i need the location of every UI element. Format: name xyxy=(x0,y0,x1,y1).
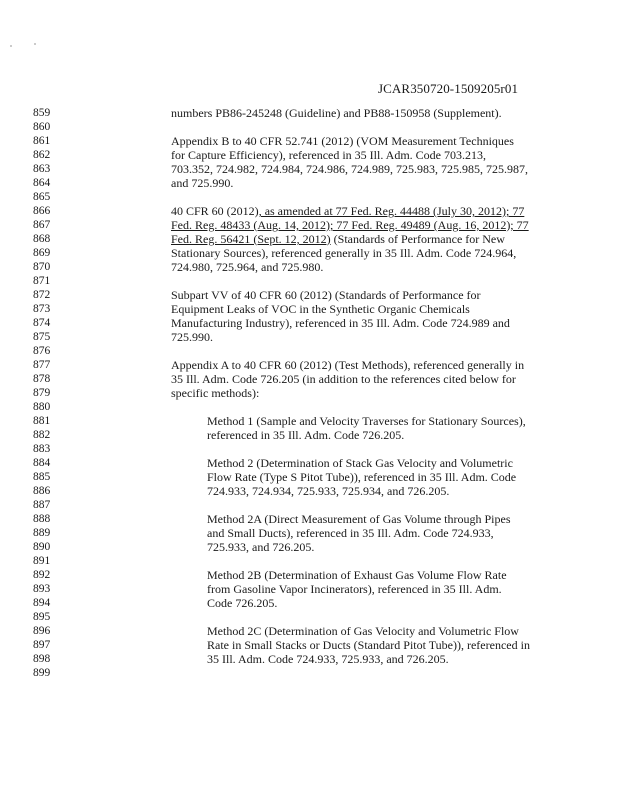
text-line: and 725.990. xyxy=(171,176,234,190)
method-line: Flow Rate (Type S Pitot Tube)), referenced in 35 Ill. Adm. Code xyxy=(207,470,517,484)
blank-line xyxy=(171,498,571,512)
text-line: 703.352, 724.982, 724.984, 724.986, 724.989, 725.983, 725.985, 725.987, xyxy=(171,162,528,176)
scan-specks xyxy=(10,43,50,49)
method-line: Method 2 (Determination of Stack Gas Velocity and Volumetric xyxy=(207,456,513,470)
line-number: 879 xyxy=(33,387,51,399)
method-line: 725.933, and 726.205. xyxy=(207,540,315,554)
line-number: 868 xyxy=(33,233,51,245)
line-number: 872 xyxy=(33,289,51,301)
line-number: 884 xyxy=(33,457,51,469)
text-line xyxy=(171,232,571,246)
line-number: 866 xyxy=(33,205,51,217)
text-line: Equipment Leaks of VOC in the Synthetic Organic Chemicals xyxy=(171,302,470,316)
method-line: and Small Ducts), referenced in 35 Ill. Adm. Code 724.933, xyxy=(207,526,494,540)
scan-speck xyxy=(10,45,12,47)
citation-text: 40 CFR 60 (2012) xyxy=(171,204,259,218)
method-line: 724.933, 724.934, 725.933, 725.934, and 726.205. xyxy=(207,484,450,498)
blank-line xyxy=(171,666,571,680)
text-line: Stationary Sources), referenced generally in 35 Ill. Adm. Code 724.964, xyxy=(171,246,517,260)
blank-line xyxy=(171,120,571,134)
text-line: numbers PB86-245248 (Guideline) and PB88-150958 (Supplement). xyxy=(171,106,502,120)
method-line: Method 2B (Determination of Exhaust Gas Volume Flow Rate xyxy=(207,568,507,582)
text-line: Appendix A to 40 CFR 60 (2012) (Test Methods), referenced generally in xyxy=(171,358,525,372)
text-line xyxy=(171,204,571,218)
text-line: for Capture Efficiency), referenced in 35 Ill. Adm. Code 703.213, xyxy=(171,148,487,162)
line-number: 895 xyxy=(33,611,51,623)
line-number: 870 xyxy=(33,261,51,273)
blank-line xyxy=(171,274,571,288)
text-line: 725.990. xyxy=(171,330,213,344)
text-line: Appendix B to 40 CFR 52.741 (2012) (VOM Measurement Techniques xyxy=(171,134,514,148)
document-body xyxy=(171,106,571,680)
method-line: Method 2A (Direct Measurement of Gas Volume through Pipes xyxy=(207,512,511,526)
document-id-header: JCAR350720-1509205r01 xyxy=(378,81,519,96)
line-number: 899 xyxy=(33,667,51,679)
line-number: 869 xyxy=(33,247,51,259)
line-number: 876 xyxy=(33,345,51,357)
line-number: 890 xyxy=(33,541,51,553)
line-number: 873 xyxy=(33,303,51,315)
blank-line xyxy=(171,344,571,358)
blank-line xyxy=(171,190,571,204)
text-line: Subpart VV of 40 CFR 60 (2012) (Standards of Performance for xyxy=(171,288,481,302)
line-number: 859 xyxy=(33,107,51,119)
line-number: 863 xyxy=(33,163,51,175)
method-line: from Gasoline Vapor Incinerators), referenced in 35 Ill. Adm. xyxy=(207,582,502,596)
line-number: 871 xyxy=(33,275,51,287)
line-number-column xyxy=(33,106,73,680)
amendment-text: Fed. Reg. 56421 (Sept. 12, 2012) xyxy=(171,232,331,246)
blank-line xyxy=(171,610,571,624)
line-number: 897 xyxy=(33,639,51,651)
line-number: 878 xyxy=(33,373,51,385)
line-number: 883 xyxy=(33,443,51,455)
line-number: 880 xyxy=(33,401,51,413)
line-number: 881 xyxy=(33,415,51,427)
line-number: 891 xyxy=(33,555,51,567)
line-number: 867 xyxy=(33,219,51,231)
line-number: 861 xyxy=(33,135,51,147)
blank-line xyxy=(171,400,571,414)
text-line: 35 Ill. Adm. Code 726.205 (in addition to the references cited below for xyxy=(171,372,516,386)
text-line: Manufacturing Industry), referenced in 35 Ill. Adm. Code 724.989 and xyxy=(171,316,510,330)
line-number: 865 xyxy=(33,191,51,203)
blank-line xyxy=(171,554,571,568)
line-number: 887 xyxy=(33,499,51,511)
method-line: 35 Ill. Adm. Code 724.933, 725.933, and 726.205. xyxy=(207,652,449,666)
line-number: 898 xyxy=(33,653,51,665)
line-number: 874 xyxy=(33,317,51,329)
text-line: 724.980, 725.964, and 725.980. xyxy=(171,260,324,274)
method-line: Rate in Small Stacks or Ducts (Standard Pitot Tube)), referenced in xyxy=(207,638,530,652)
method-line: Code 726.205. xyxy=(207,596,278,610)
line-number: 893 xyxy=(33,583,51,595)
line-number: 894 xyxy=(33,597,51,609)
blank-line xyxy=(171,442,571,456)
line-number: 885 xyxy=(33,471,51,483)
line-number: 877 xyxy=(33,359,51,371)
text-line: specific methods): xyxy=(171,386,260,400)
amendment-line: Fed. Reg. 48433 (Aug. 14, 2012); 77 Fed. Reg. 49489 (Aug. 16, 2012); 77 xyxy=(171,218,529,232)
line-number: 896 xyxy=(33,625,51,637)
method-line: Method 2C (Determination of Gas Velocity and Volumetric Flow xyxy=(207,624,519,638)
line-number: 864 xyxy=(33,177,51,189)
scan-speck xyxy=(34,43,36,45)
amendment-text: , as amended at 77 Fed. Reg. 44488 (July 30, 2012); 77 xyxy=(258,204,525,218)
line-number: 862 xyxy=(33,149,51,161)
line-number: 875 xyxy=(33,331,51,343)
line-number: 892 xyxy=(33,569,51,581)
line-number: 886 xyxy=(33,485,51,497)
citation-text: (Standards of Performance for New xyxy=(330,232,505,246)
line-number: 882 xyxy=(33,429,51,441)
method-line: Method 1 (Sample and Velocity Traverses for Stationary Sources), xyxy=(207,414,526,428)
method-line: referenced in 35 Ill. Adm. Code 726.205. xyxy=(207,428,405,442)
line-number: 888 xyxy=(33,513,51,525)
line-number: 860 xyxy=(33,121,51,133)
line-number: 889 xyxy=(33,527,51,539)
